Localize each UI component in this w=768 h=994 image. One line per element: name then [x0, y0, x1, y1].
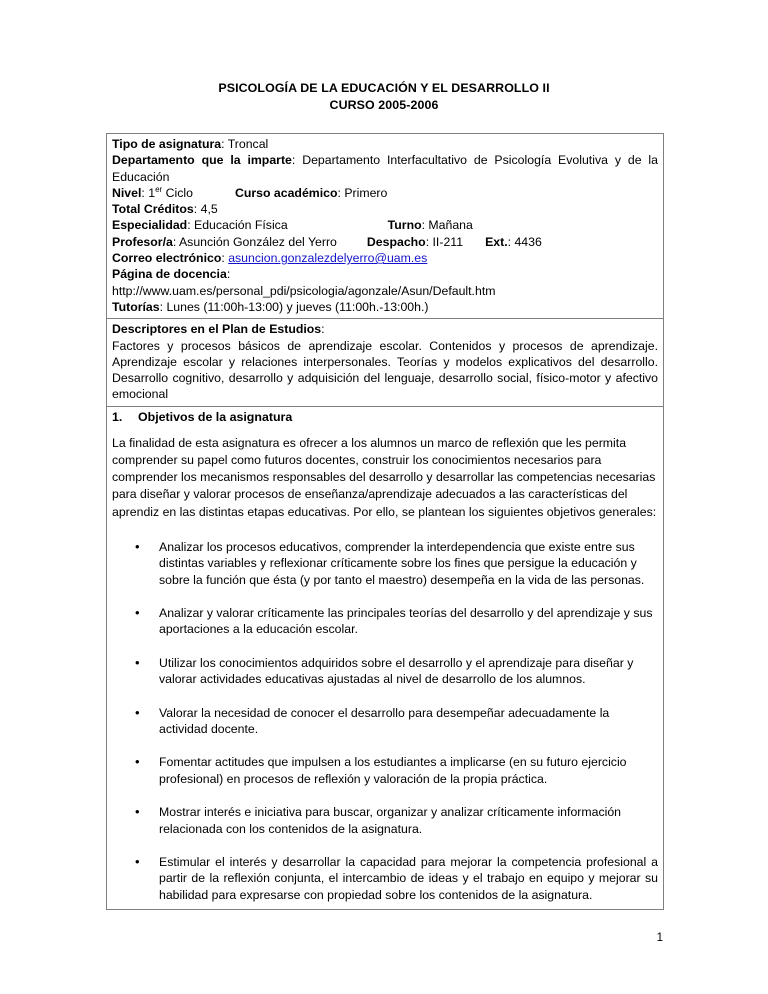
nivel-value-pre: : 1	[141, 185, 156, 200]
tipo-label: Tipo de asignatura	[112, 137, 222, 151]
especialidad-turno-row	[112, 217, 658, 233]
departamento-value: : Departamento Interfacultativo de Psicología Evolutiva y de la Educación	[112, 153, 659, 184]
bullet-icon: •	[135, 854, 140, 870]
list-item-text: Utilizar los conocimientos adquiridos sobre el desarrollo y el aprendizaje para diseñar y valorar actividades educativas ajustadas al nivel de desarrollo de los alumnos.	[159, 655, 634, 687]
profesor-despacho-row	[112, 234, 658, 250]
pagina-docencia-url: http://www.uam.es/personal_pdi/psicologia/agonzale/Asun/Default.htm	[112, 283, 496, 298]
descriptores-body: Factores y procesos básicos de aprendizaje escolar. Contenidos y procesos de aprendizaje. Aprendizaje escolar y relaciones interpersonales. Teorías y modelos explicativos del desarrollo. Desarrollo cognitivo, desarrollo y adquisición del lenguaje, desarrollo social, físico-motor y afectivo emocional	[112, 338, 658, 402]
list-item	[112, 754, 658, 787]
pagina-label: Página de docencia	[112, 267, 227, 282]
despacho-label: Despacho	[366, 234, 426, 249]
descriptores-heading	[112, 321, 658, 337]
especialidad-label: Especialidad	[112, 218, 188, 233]
correo-electronico-row	[112, 250, 658, 266]
list-item	[112, 854, 658, 903]
profesor-label: Profesor/a	[112, 234, 173, 249]
list-item-text: Fomentar actitudes que impulsen a los estudiantes a implicarse (en su futuro ejercicio profesional) en procesos de reflexión y valoración de la propia práctica.	[159, 755, 627, 786]
course-info-cell	[107, 134, 663, 318]
profesor-value: : Asunción González del Yerro	[172, 234, 337, 249]
list-item-text: Analizar los procesos educativos, comprender la interdependencia que existe entre sus distintas variables y reflexionar críticamente sobre los fines que persigue la educación y sobre la función que ésta (y por tanto el maestro) desempeña en la vida de las personas.	[159, 539, 645, 587]
objetivos-heading	[112, 409, 658, 426]
departamento-label: Departamento que la imparte	[112, 153, 292, 168]
curso-academico-label: Curso académico	[234, 185, 338, 200]
descriptores-label-separator: :	[321, 322, 325, 337]
nivel-ordinal-suffix: er	[155, 184, 163, 194]
nivel-label: Nivel	[112, 185, 142, 200]
ext-label: Ext.	[485, 234, 508, 249]
turno-value: : Mañana	[421, 218, 473, 233]
objetivos-list	[112, 539, 658, 904]
bullet-icon: •	[135, 604, 140, 620]
list-item-text: Estimular el interés y desarrollar la capacidad para mejorar la competencia profesional a partir de la reflexión conjunta, el intercambio de ideas y el trabajo en equipo y mejorar su habilidad para expresarse con propiedad sobre los contenidos de la asignatura.	[159, 855, 658, 902]
despacho-value: : II-211	[425, 234, 464, 249]
list-item	[112, 655, 658, 688]
objetivos-heading-label: Objetivos de la asignatura	[138, 409, 293, 424]
correo-label: Correo electrónico	[112, 251, 222, 266]
bullet-icon: •	[135, 754, 140, 770]
bullet-icon: •	[135, 538, 140, 554]
list-item-text: Analizar y valorar críticamente las principales teorías del desarrollo y del aprendizaje y sus aportaciones a la educación escolar.	[159, 605, 653, 637]
creditos-value: : 4,5	[193, 202, 218, 217]
creditos-label: Total Créditos	[112, 202, 194, 217]
bullet-icon: •	[135, 704, 140, 720]
pagina-separator: :	[226, 267, 231, 282]
tutorias-row	[112, 299, 658, 315]
objetivos-number: 1.	[112, 409, 123, 424]
total-creditos-row	[112, 201, 658, 217]
list-item	[112, 539, 658, 588]
list-item	[112, 605, 658, 638]
tipo-de-asignatura-row	[112, 136, 658, 152]
especialidad-value: : Educación Física	[187, 218, 288, 233]
list-item	[112, 705, 658, 738]
objetivos-cell	[107, 406, 663, 910]
list-item-text: Mostrar interés e iniciativa para buscar, organizar y analizar críticamente información relacionada con los contenidos de la asignatura.	[159, 805, 622, 836]
tutorias-label: Tutorías	[112, 299, 160, 314]
list-item	[112, 804, 658, 837]
objetivos-intro: La finalidad de esta asignatura es ofrecer a los alumnos un marco de reflexión que les permita comprender su papel como futuros docentes, construir los conocimientos necesarios para comprender los mecanismos responsables del desarrollo y desarrollar las competencias necesarias para diseñar y valorar procesos de enseñanza/aprendizaje adecuados a las características del aprendiz en las distintas etapas educativas. Por ello, se plantean los siguientes objetivos generales:	[112, 435, 657, 519]
list-item-text: Valorar la necesidad de conocer el desarrollo para desempeñar adecuadamente la actividad docente.	[159, 705, 610, 737]
nivel-curso-row	[112, 185, 658, 201]
descriptores-cell	[107, 318, 663, 405]
bullet-icon: •	[135, 654, 140, 670]
ext-value: : 4436	[507, 234, 542, 249]
pagina-docencia-row	[112, 266, 658, 282]
syllabus-frame	[106, 133, 664, 910]
title-line-1: PSICOLOGÍA DE LA EDUCACIÓN Y EL DESARROLLO II	[218, 81, 550, 95]
tipo-value: : Troncal	[221, 137, 269, 151]
turno-label: Turno	[387, 218, 422, 233]
nivel-value-post: Ciclo	[162, 185, 193, 200]
email-link[interactable]: asuncion.gonzalezdelyerro@uam.es	[228, 251, 428, 266]
page-number: 1	[656, 932, 663, 944]
departamento-row	[112, 152, 658, 185]
title-line-2: CURSO 2005-2006	[329, 98, 439, 112]
page-title	[0, 80, 768, 114]
descriptores-label: Descriptores en el Plan de Estudios	[112, 322, 322, 337]
curso-academico-value: : Primero	[337, 185, 388, 200]
correo-separator: :	[221, 251, 229, 266]
tutorias-value: : Lunes (11:00h-13:00) y jueves (11:00h.-13:00h.)	[159, 299, 429, 314]
bullet-icon: •	[135, 804, 140, 820]
